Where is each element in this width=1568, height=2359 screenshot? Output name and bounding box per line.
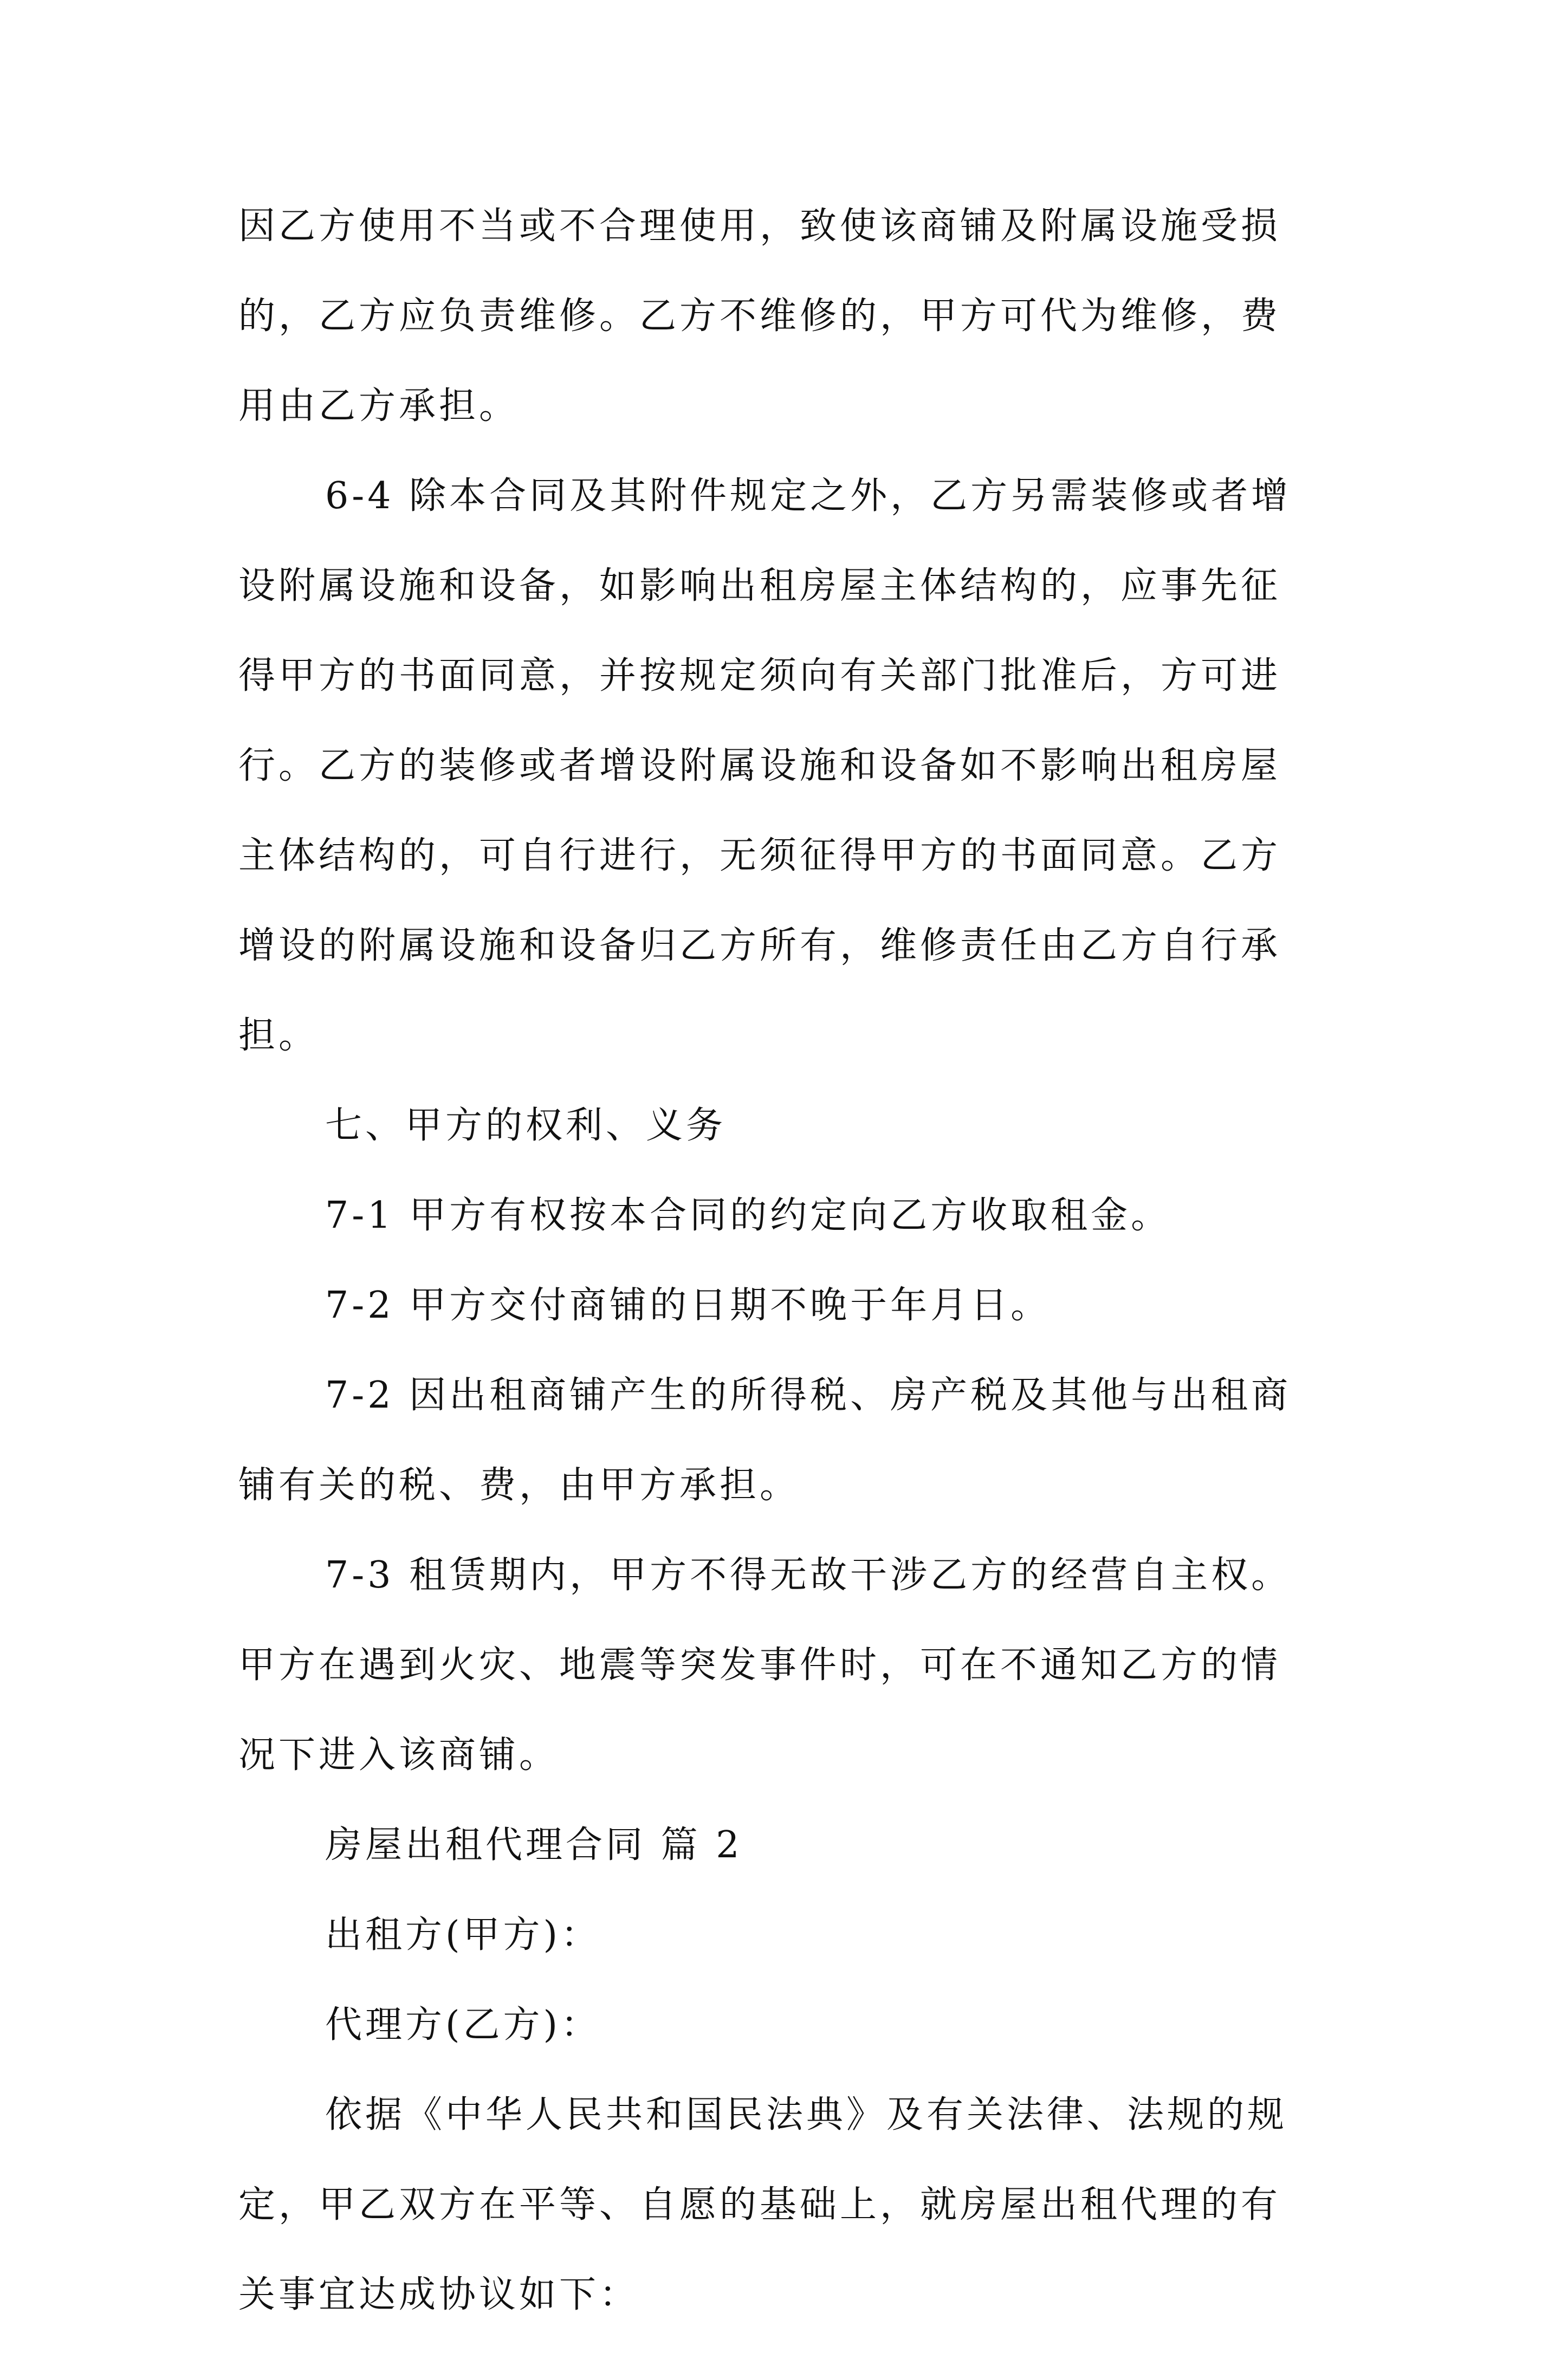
paragraph-start-line: 7-2 因出租商铺产生的所得税、房产税及其他与出租商	[325, 1374, 1292, 1417]
text-line: 因乙方使用不当或不合理使用，致使该商铺及附属设施受损	[238, 205, 1281, 248]
text-line: 行。乙方的装修或者增设附属设施和设备如不影响出租房屋	[238, 744, 1281, 787]
text-line: 设附属设施和设备，如影响出租房屋主体结构的，应事先征	[238, 565, 1281, 607]
contract-title: 房屋出租代理合同 篇 2	[325, 1824, 743, 1867]
paragraph-start-line: 7-3 租赁期内，甲方不得无故干涉乙方的经营自主权。	[325, 1554, 1292, 1597]
text-line: 况下进入该商铺。	[238, 1734, 560, 1777]
text-line: 主体结构的，可自行进行，无须征得甲方的书面同意。乙方	[238, 834, 1281, 877]
text-line: 铺有关的税、费，由甲方承担。	[238, 1464, 800, 1507]
text-line: 甲方在遇到火灾、地震等突发事件时，可在不通知乙方的情	[238, 1644, 1281, 1687]
text-line: 担。	[238, 1014, 319, 1057]
paragraph-start-line: 7-1 甲方有权按本合同的约定向乙方收取租金。	[325, 1194, 1171, 1237]
party-b-line: 代理方(乙方)：	[325, 2004, 601, 2046]
paragraph-start-line: 7-2 甲方交付商铺的日期不晚于年月日。	[325, 1284, 1051, 1327]
text-line: 的，乙方应负责维修。乙方不维修的，甲方可代为维修，费	[238, 295, 1281, 338]
document-page	[238, 200, 1338, 2359]
text-line: 用由乙方承担。	[238, 385, 520, 427]
paragraph-start-line: 6-4 除本合同及其附件规定之外，乙方另需装修或者增	[325, 475, 1292, 517]
paragraph-start-line: 依据《中华人民共和国民法典》及有关法律、法规的规	[325, 2094, 1288, 2136]
section-heading: 七、甲方的权利、义务	[325, 1104, 727, 1147]
text-line: 得甲方的书面同意，并按规定须向有关部门批准后，方可进	[238, 654, 1281, 697]
text-line: 关事宜达成协议如下：	[238, 2273, 640, 2316]
text-line: 增设的附属设施和设备归乙方所有，维修责任由乙方自行承	[238, 924, 1281, 967]
text-line: 定，甲乙双方在平等、自愿的基础上，就房屋出租代理的有	[238, 2183, 1281, 2226]
party-a-line: 出租方(甲方)：	[325, 1914, 601, 1956]
